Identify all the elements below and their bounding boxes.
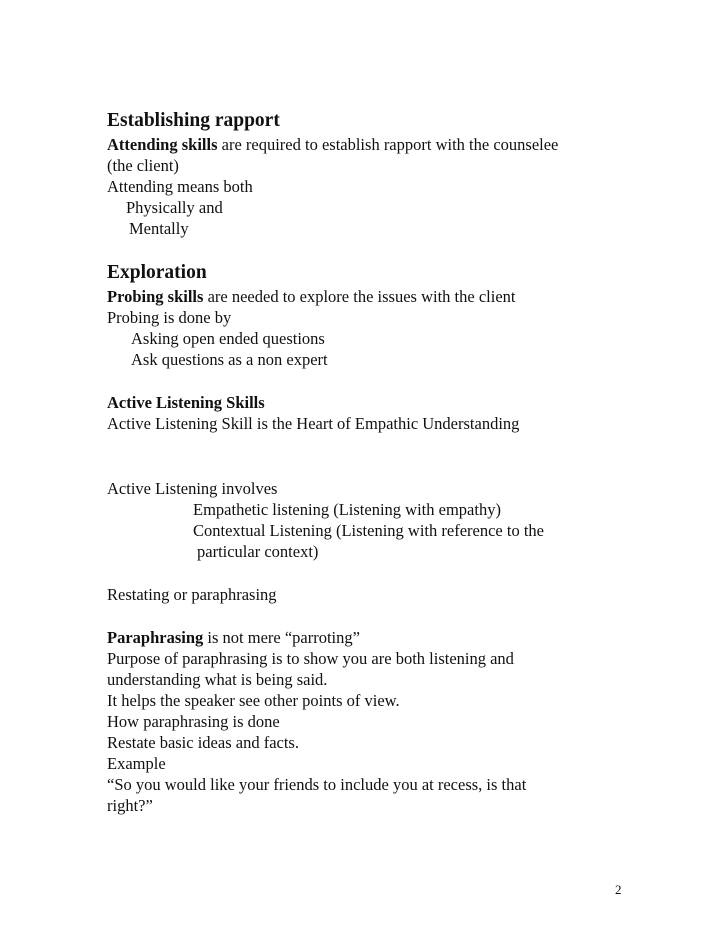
paraphrasing-helps-line: It helps the speaker see other points of view. [107, 691, 400, 710]
exploration-line-probing-done: Probing is done by [107, 308, 232, 327]
restating-line: Restating or paraphrasing [107, 585, 277, 604]
probing-skills-line [107, 286, 515, 308]
section-heading-exploration: Exploration [107, 262, 207, 283]
rapport-item-physically: Physically and [126, 198, 223, 217]
rapport-line-attending-means: Attending means both [107, 177, 253, 196]
section-heading-active-listening: Active Listening Skills [107, 393, 265, 412]
paraphrasing-how-line: How paraphrasing is done [107, 712, 280, 731]
rapport-item-mentally: Mentally [129, 219, 189, 238]
section-heading-establishing-rapport: Establishing rapport [107, 110, 280, 131]
active-listening-heart-line: Active Listening Skill is the Heart of Empathic Understanding [107, 414, 520, 433]
paraphrasing-term: Paraphrasing [107, 628, 204, 647]
paraphrasing-example-quote-cont: right?” [107, 796, 153, 815]
rapport-line-client: (the client) [107, 156, 179, 175]
exploration-item-open-ended: Asking open ended questions [131, 329, 325, 348]
paraphrasing-restate-line: Restate basic ideas and facts. [107, 733, 299, 752]
active-listening-item-contextual: Contextual Listening (Listening with reference to the [193, 521, 544, 540]
probing-skills-text: are needed to explore the issues with the client [203, 287, 516, 306]
paraphrasing-understanding-line: understanding what is being said. [107, 670, 328, 689]
probing-skills-term: Probing skills [107, 287, 204, 306]
exploration-item-non-expert: Ask questions as a non expert [131, 350, 328, 369]
active-listening-involves-line: Active Listening involves [107, 479, 278, 498]
paraphrasing-purpose-line: Purpose of paraphrasing is to show you are both listening and [107, 649, 514, 668]
page-number: 2 [615, 882, 622, 897]
active-listening-item-contextual-cont: particular context) [197, 542, 319, 561]
attending-skills-line [107, 134, 558, 156]
attending-skills-term: Attending skills [107, 135, 218, 154]
paraphrasing-example-quote: “So you would like your friends to include you at recess, is that [107, 775, 527, 794]
attending-skills-text: are required to establish rapport with the counselee [217, 135, 559, 154]
paraphrasing-text: is not mere “parroting” [203, 628, 360, 647]
active-listening-item-empathetic: Empathetic listening (Listening with empathy) [193, 500, 501, 519]
paraphrasing-line [107, 627, 360, 649]
paraphrasing-example-label: Example [107, 754, 166, 773]
